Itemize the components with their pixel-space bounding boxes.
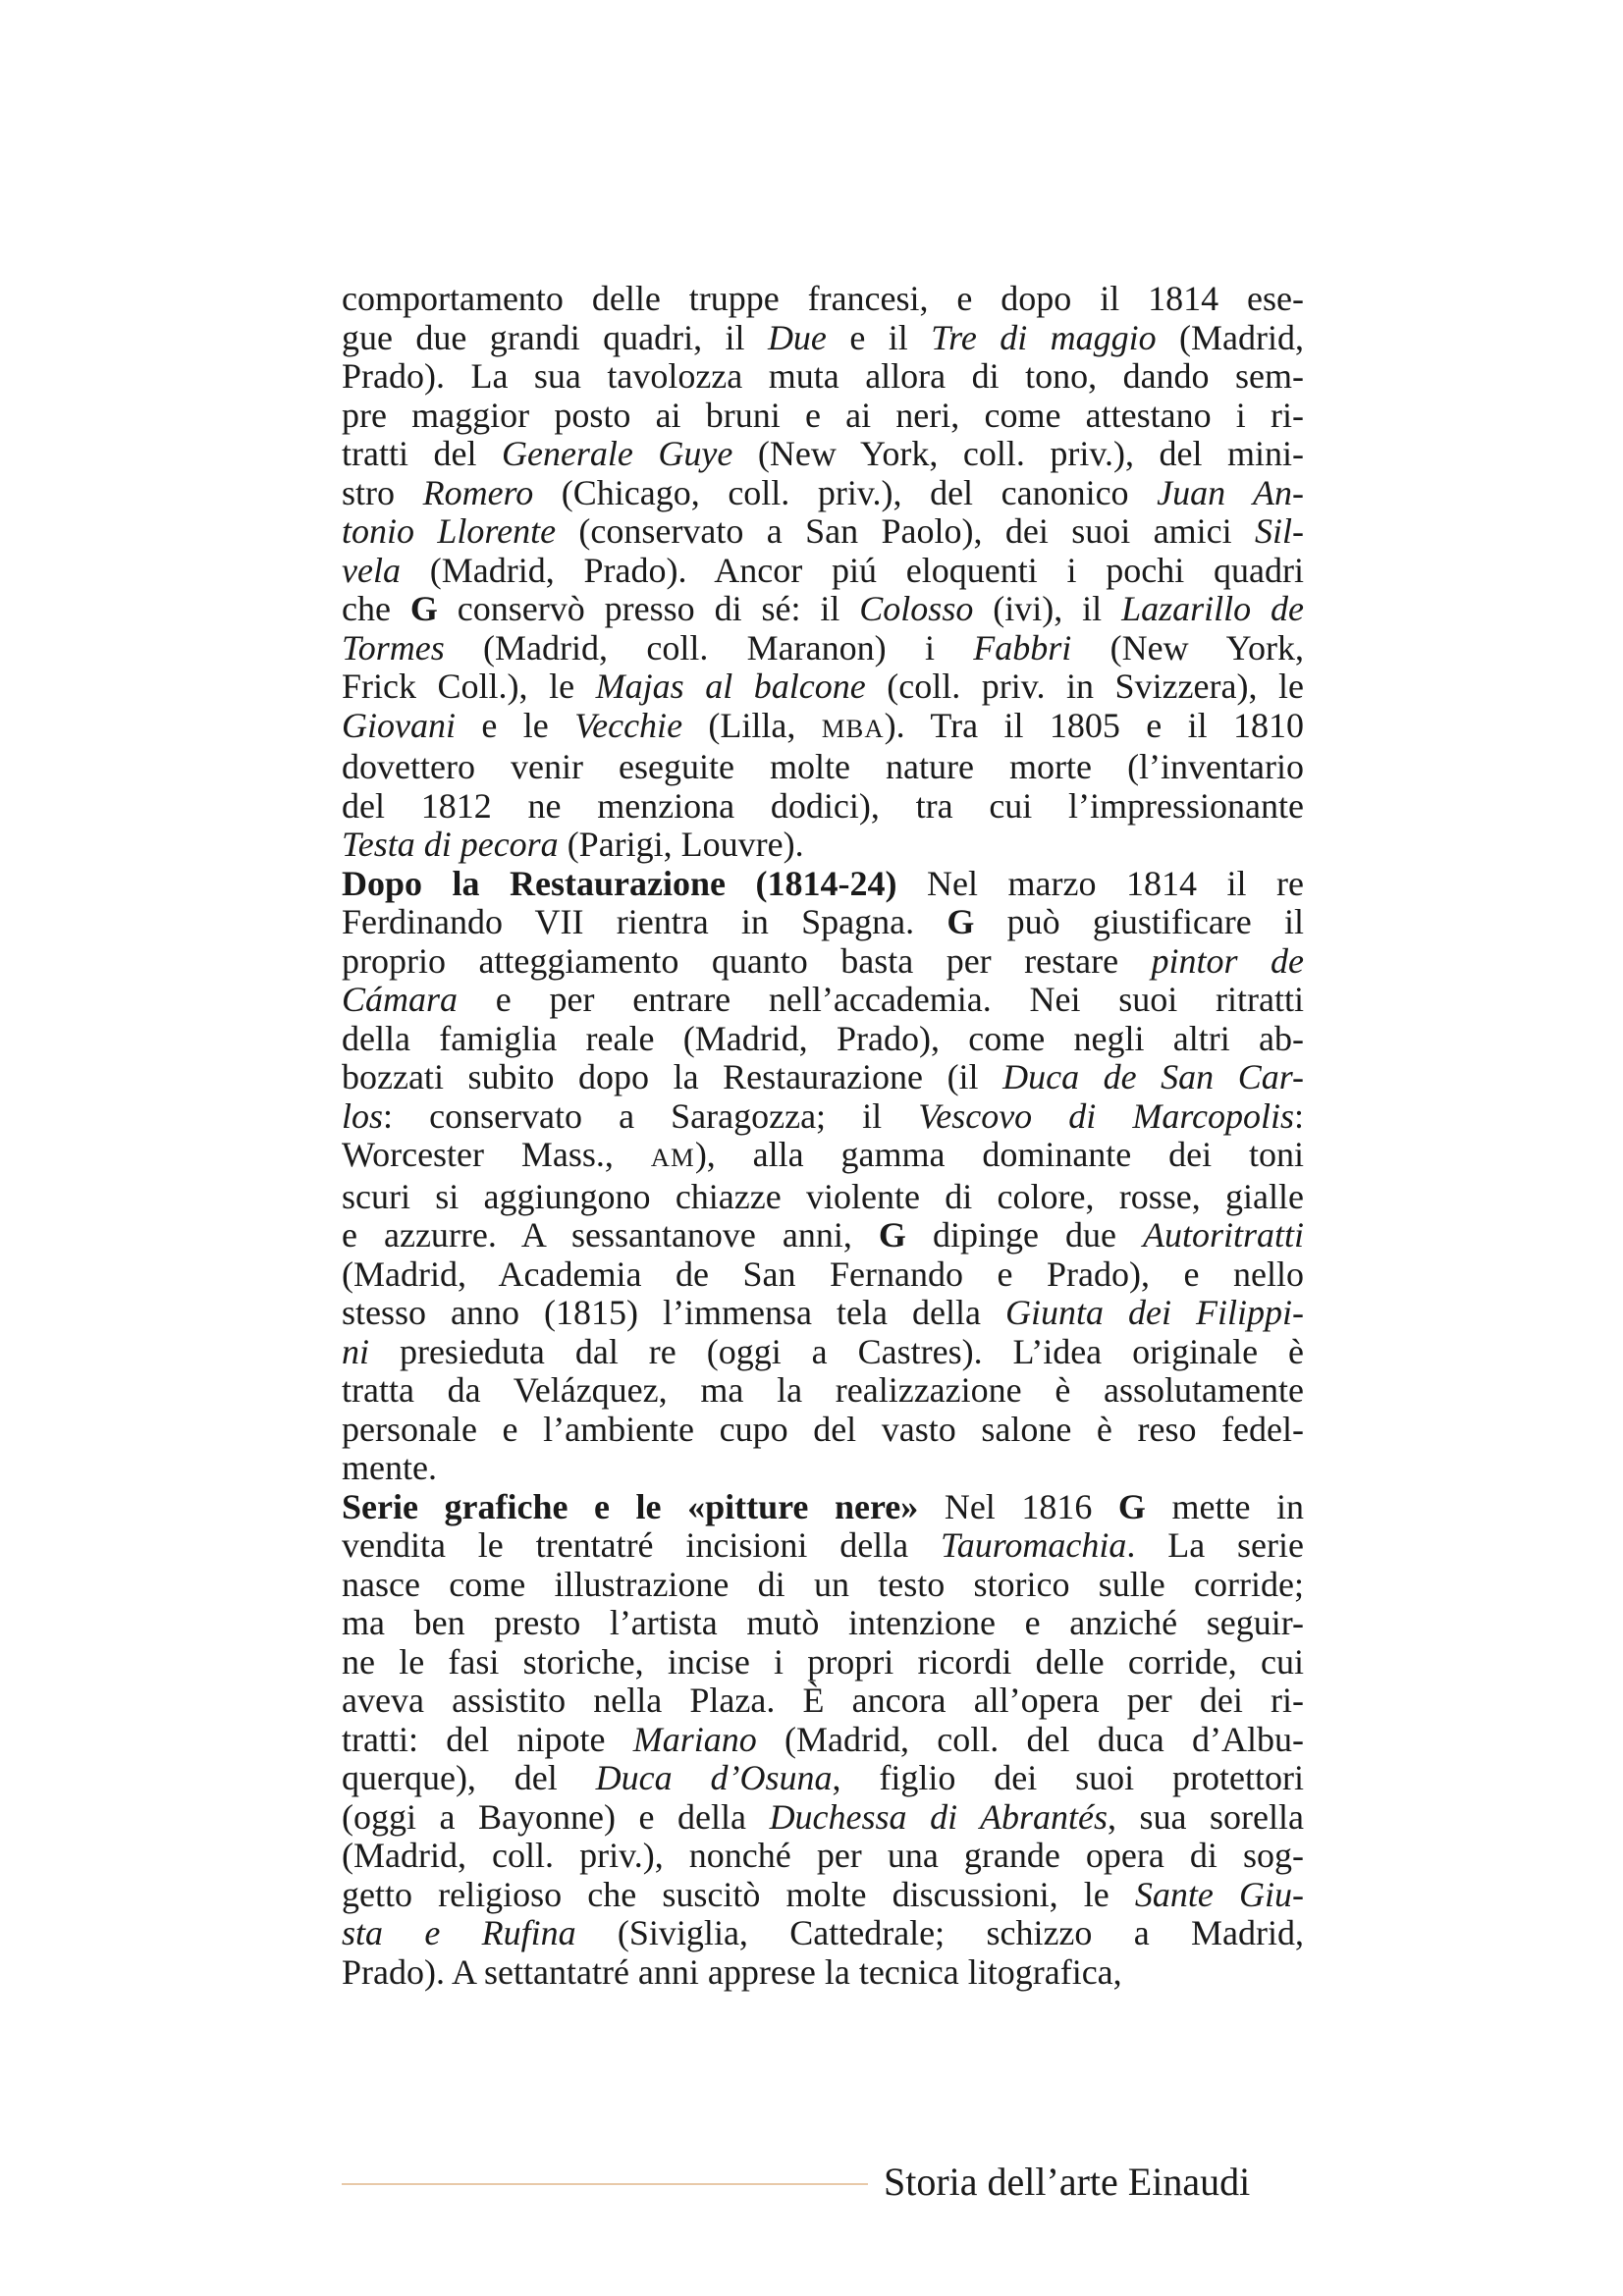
text-line (342, 552, 1304, 591)
text-line (342, 1682, 1304, 1721)
text-run: e per entrare nell’accademia. Nei suoi ritratti (458, 980, 1304, 1019)
bold-text: Dopo la Restaurazione (1814-24) (342, 863, 897, 903)
text-line (342, 1294, 1304, 1333)
text-run: Nel marzo 1814 il re (896, 863, 1304, 903)
text-run: Prado). La sua tavolozza muta allora di tono, dando sem- (342, 356, 1304, 396)
text-line (342, 942, 1304, 982)
text-line (342, 903, 1304, 942)
text-run: (Parigi, Louvre). (558, 825, 804, 864)
italic-text: Duchessa di Abrantés (769, 1796, 1108, 1837)
footer-publisher: Storia dell’arte Einaudi (884, 2160, 1251, 2204)
text-run: (ivi), il (973, 589, 1122, 628)
text-line (342, 1411, 1304, 1450)
text-line (342, 1216, 1304, 1255)
italic-text: sta e Rufina (342, 1913, 576, 1952)
italic-text: Tauromachia (941, 1525, 1127, 1565)
text-line (342, 474, 1304, 513)
text-run: proprio atteggiamento quanto basta per restare (342, 940, 1152, 981)
italic-text: Cámara (342, 980, 459, 1019)
footer-rule (342, 2183, 868, 2185)
text-line (342, 319, 1304, 358)
text-line (342, 1449, 1304, 1488)
text-line (342, 435, 1304, 474)
text-line (342, 981, 1304, 1020)
text-line (342, 707, 1304, 749)
italic-text: pintor de (1151, 940, 1304, 981)
italic-text: Sante Giu- (1134, 1874, 1304, 1914)
italic-text: Vescovo di Marcopolis (918, 1095, 1294, 1136)
text-run: e il (826, 317, 932, 357)
italic-text: tonio Llorente (342, 511, 557, 551)
text-run: . La serie (1126, 1525, 1304, 1565)
text-run: presieduta dal re (oggi a Castres). L’idea originale è (369, 1331, 1304, 1371)
text-line (342, 1136, 1304, 1178)
text-run: ma ben presto l’artista mutò intenzione e anziché seguir- (342, 1603, 1304, 1642)
text-run: (Madrid, coll. del duca d’Albu- (756, 1719, 1304, 1759)
text-line (342, 357, 1304, 397)
text-line (342, 397, 1304, 436)
text-line (342, 865, 1304, 904)
text-run: Nel 1816 (918, 1486, 1118, 1526)
text-run: tratti: del nipote (342, 1719, 633, 1759)
text-run: nasce come illustrazione di un testo storico sulle corride; (342, 1564, 1304, 1604)
text-run: gue due grandi quadri, il (342, 317, 768, 357)
text-run: : conservato a Saragozza; il (383, 1095, 919, 1136)
text-line (342, 1604, 1304, 1643)
italic-text: Duca de San Car- (1002, 1057, 1304, 1096)
small-caps-text: AM (650, 1143, 695, 1172)
text-line (342, 1798, 1304, 1838)
text-run: , figlio dei suoi protettori (832, 1758, 1304, 1797)
text-line (342, 1643, 1304, 1682)
bold-text: G (878, 1215, 906, 1255)
text-run: della famiglia reale (Madrid, Prado), come negli altri ab- (342, 1018, 1304, 1058)
italic-text: Tre di maggio (931, 317, 1157, 357)
text-line (342, 826, 1304, 865)
text-line (342, 1953, 1304, 1993)
text-run: querque), del (342, 1758, 596, 1797)
text-run: getto religioso che suscitò molte discussioni, le (342, 1874, 1135, 1914)
text-run: tratti del (342, 434, 502, 473)
text-run: (Lilla, (682, 705, 822, 745)
italic-text: Juan An- (1157, 472, 1305, 512)
italic-text: Autoritratti (1142, 1215, 1304, 1255)
italic-text: Tormes (342, 627, 445, 667)
text-run: stro (342, 472, 423, 512)
italic-text: Vecchie (574, 705, 683, 745)
text-run: e le (455, 705, 575, 745)
text-run: (Madrid, Academia de San Fernando e Prado), e nello (342, 1254, 1304, 1294)
text-run: mette in (1145, 1486, 1304, 1526)
text-run: Frick Coll.), le (342, 667, 596, 706)
text-run: stesso anno (1815) l’immensa tela della (342, 1293, 1005, 1332)
text-run: può giustificare il (974, 902, 1304, 941)
text-line (342, 1566, 1304, 1605)
text-line (342, 748, 1304, 787)
text-line (342, 512, 1304, 552)
text-run: comportamento delle truppe francesi, e dopo il 1814 ese- (342, 279, 1304, 318)
text-run: dovettero venir eseguite molte nature morte (l’inventario (342, 747, 1304, 786)
text-line (342, 1178, 1304, 1217)
text-line (342, 1020, 1304, 1059)
text-run: (conservato a San Paolo), dei suoi amici (556, 511, 1255, 551)
italic-text: ni (342, 1331, 370, 1371)
text-line (342, 1097, 1304, 1137)
text-run: Worcester Mass., (342, 1135, 651, 1174)
text-line (342, 590, 1304, 629)
bold-text: Serie grafiche e le «pitture nere» (342, 1486, 919, 1526)
italic-text: Generale Guye (501, 434, 733, 473)
bold-text: G (947, 902, 975, 941)
text-line (342, 1721, 1304, 1760)
body-text-column (342, 280, 1304, 1992)
italic-text: Majas al balcone (595, 667, 866, 706)
text-run: tratta da Velázquez, ma la realizzazione è assolutamente (342, 1370, 1304, 1410)
text-run: (coll. priv. in Svizzera), le (865, 667, 1304, 706)
text-line (342, 1526, 1304, 1566)
italic-text: Romero (422, 472, 534, 512)
italic-text: Testa di pecora (342, 825, 559, 864)
text-run: (New York, (1071, 627, 1304, 667)
italic-text: Giovani (342, 705, 456, 745)
italic-text: Colosso (859, 589, 974, 628)
text-run: che (342, 589, 410, 628)
text-run: ), alla gamma dominante dei toni (694, 1135, 1305, 1174)
text-line (342, 1255, 1304, 1295)
text-run: (Madrid, coll. Maranon) i (444, 627, 974, 667)
text-run: (oggi a Bayonne) e della (342, 1796, 770, 1837)
text-line (342, 629, 1304, 668)
text-line (342, 1914, 1304, 1953)
text-run: scuri si aggiungono chiazze violente di colore, rosse, gialle (342, 1176, 1304, 1216)
text-run: bozzati subito dopo la Restaurazione (il (342, 1057, 1003, 1096)
text-line (342, 787, 1304, 827)
text-run: e azzurre. A sessantanove anni, (342, 1215, 879, 1255)
italic-text: Giunta dei Filippi- (1004, 1293, 1304, 1332)
text-line (342, 1876, 1304, 1915)
text-run: : (1294, 1095, 1305, 1136)
text-run: (Madrid, coll. priv.), nonché per una grande opera di sog- (342, 1836, 1304, 1875)
text-line (342, 1759, 1304, 1798)
text-run: mente. (342, 1448, 437, 1487)
text-line (342, 1333, 1304, 1372)
text-line (342, 1058, 1304, 1097)
italic-text: Fabbri (973, 627, 1072, 667)
italic-text: Due (767, 317, 827, 357)
text-line (342, 667, 1304, 707)
italic-text: los (342, 1095, 384, 1136)
italic-text: Duca d’Osuna (595, 1758, 833, 1797)
text-run: Prado). A settantatré anni apprese la tecnica litografica, (342, 1951, 1122, 1992)
small-caps-text: MBA (821, 713, 885, 743)
text-run: vendita le trentatré incisioni della (342, 1525, 942, 1565)
text-line (342, 280, 1304, 319)
italic-text: Sil- (1254, 511, 1304, 551)
italic-text: Mariano (632, 1719, 757, 1759)
text-run: (New York, coll. priv.), del mini- (732, 434, 1304, 473)
text-line (342, 1488, 1304, 1527)
italic-text: Lazarillo de (1121, 589, 1304, 628)
text-run: (Chicago, coll. priv.), del canonico (533, 472, 1158, 512)
italic-text: vela (342, 550, 401, 590)
bold-text: G (409, 589, 438, 628)
text-run: (Madrid, Prado). Ancor piú eloquenti i pochi quadri (400, 550, 1304, 590)
text-run: ). Tra il 1805 e il 1810 (884, 705, 1305, 745)
text-run: , sua sorella (1107, 1796, 1304, 1837)
text-run: ne le fasi storiche, incise i propri ricordi delle corride, cui (342, 1641, 1304, 1682)
text-line (342, 1371, 1304, 1411)
text-run: (Madrid, (1156, 317, 1304, 357)
text-run: conservò presso di sé: il (437, 589, 860, 628)
text-run: personale e l’ambiente cupo del vasto salone è reso fedel- (342, 1409, 1304, 1449)
text-run: pre maggior posto ai bruni e ai neri, come attestano i ri- (342, 395, 1304, 435)
text-run: Ferdinando VII rientra in Spagna. (342, 902, 947, 941)
text-line (342, 1837, 1304, 1876)
text-run: (Siviglia, Cattedrale; schizzo a Madrid, (575, 1913, 1304, 1952)
text-run: dipinge due (905, 1215, 1143, 1255)
bold-text: G (1117, 1486, 1146, 1526)
text-run: del 1812 ne menziona dodici), tra cui l’impressionante (342, 785, 1304, 826)
text-run: aveva assistito nella Plaza. È ancora all’opera per dei ri- (342, 1681, 1304, 1720)
